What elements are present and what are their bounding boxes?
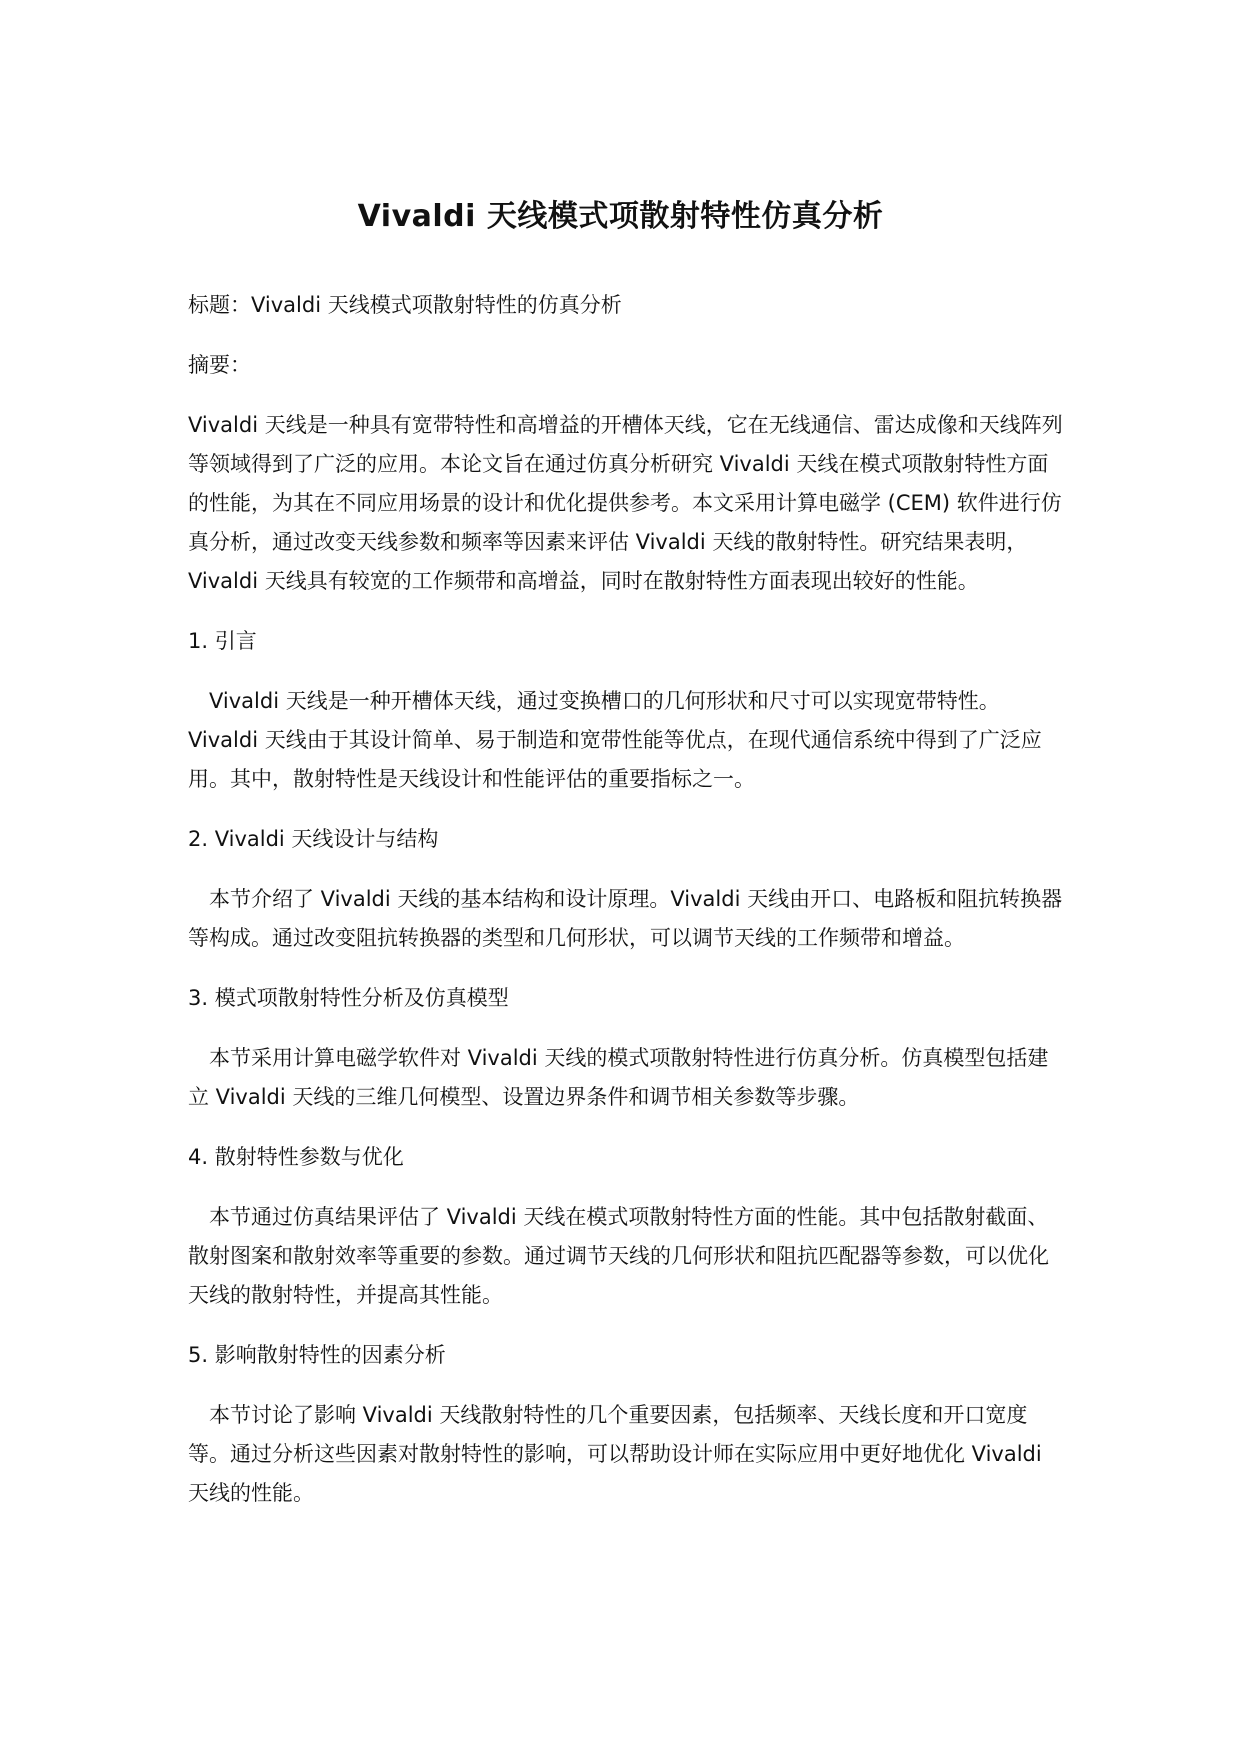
meta-title-line: 标题：Vivaldi 天线模式项散射特性的仿真分析 <box>188 293 622 317</box>
document-body <box>188 286 1068 1534</box>
section-body-5: 本节讨论了影响 Vivaldi 天线散射特性的几个重要因素，包括频率、天线长度和开口宽度等。通过分析这些因素对散射特性的影响，可以帮助设计师在实际应用中更好地优化 Vivaldi 天线的性能。 <box>188 1403 1042 1505</box>
section-heading-2: 2. Vivaldi 天线设计与结构 <box>188 827 439 851</box>
section-body-1: Vivaldi 天线是一种开槽体天线，通过变换槽口的几何形状和尺寸可以实现宽带特性。Vivaldi 天线由于其设计简单、易于制造和宽带性能等优点，在现代通信系统中得到了广泛应用。其中，散射特性是天线设计和性能评估的重要指标之一。 <box>188 689 1042 791</box>
section-body-2: 本节介绍了 Vivaldi 天线的基本结构和设计原理。Vivaldi 天线由开口、电路板和阻抗转换器等构成。通过改变阻抗转换器的类型和几何形状，可以调节天线的工作频带和增益。 <box>188 887 1063 950</box>
section-heading-4: 4. 散射特性参数与优化 <box>188 1145 404 1169</box>
section-heading-3: 3. 模式项散射特性分析及仿真模型 <box>188 986 509 1010</box>
section-heading-1: 1. 引言 <box>188 629 257 653</box>
abstract-label: 摘要： <box>188 353 251 377</box>
section-body-4: 本节通过仿真结果评估了 Vivaldi 天线在模式项散射特性方面的性能。其中包括散射截面、散射图案和散射效率等重要的参数。通过调节天线的几何形状和阻抗匹配器等参数，可以优化天线的散射特性，并提高其性能。 <box>188 1205 1049 1307</box>
section-body-3: 本节采用计算电磁学软件对 Vivaldi 天线的模式项散射特性进行仿真分析。仿真模型包括建立 Vivaldi 天线的三维几何模型、设置边界条件和调节相关参数等步骤。 <box>188 1046 1049 1109</box>
page-title: Vivaldi 天线模式项散射特性仿真分析 <box>357 199 884 235</box>
section-heading-5: 5. 影响散射特性的因素分析 <box>188 1343 446 1367</box>
abstract-paragraph: Vivaldi 天线是一种具有宽带特性和高增益的开槽体天线，它在无线通信、雷达成像和天线阵列等领域得到了广泛的应用。本论文旨在通过仿真分析研究 Vivaldi 天线在模式项散射特性方面的性能，为其在不同应用场景的设计和优化提供参考。本文采用计算电磁学 (CEM) 软件进行仿真分析，通过改变天线参数和频率等因素来评估 Vivaldi 天线的散射特性。研究结果表明，Vivaldi 天线具有较宽的工作频带和高增益，同时在散射特性方面表现出较好的性能。 <box>188 413 1063 593</box>
